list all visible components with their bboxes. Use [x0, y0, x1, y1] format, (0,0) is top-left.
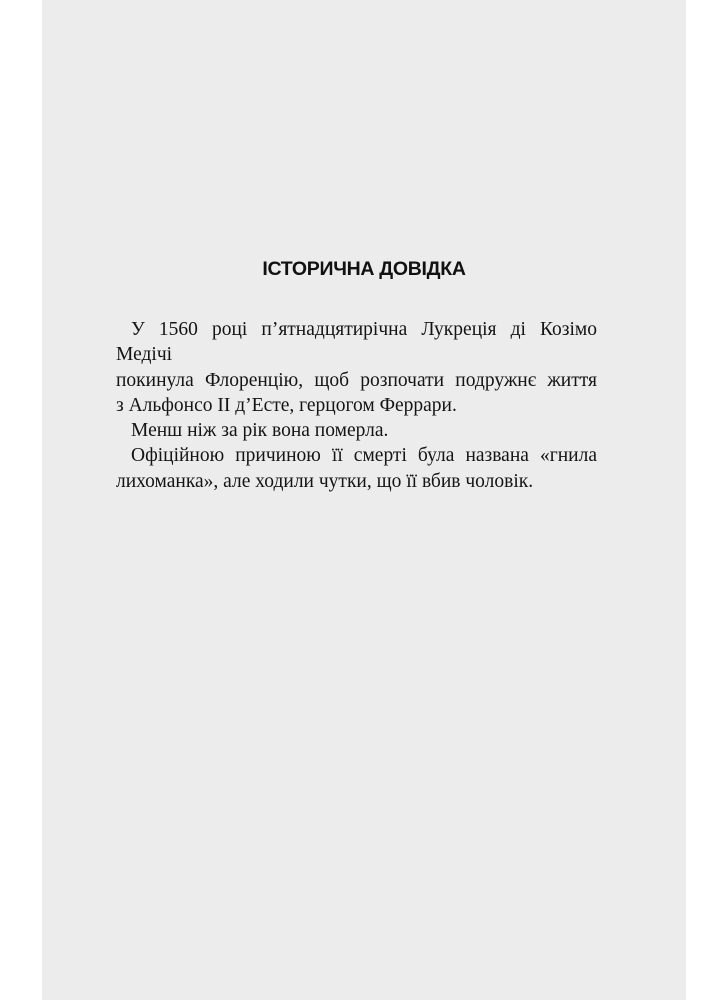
text-line: Офіційною причиною її смерті була названа «гнила [131, 445, 597, 467]
section-heading: ІСТОРИЧНА ДОВІДКА [262, 258, 466, 280]
book-page [42, 0, 686, 1000]
text-line: У 1560 році п’ятнадцятирічна Лукреція ді Козімо Медічі [116, 319, 597, 366]
paragraph-2 [116, 418, 597, 443]
paragraph-1 [116, 317, 597, 418]
paragraph-3 [116, 443, 597, 494]
text-line: лихоманка», але ходили чутки, що її вбив чоловік. [116, 470, 534, 492]
historical-note-body [116, 317, 597, 494]
text-line: покинула Флоренцію, щоб розпочати подружнє життя [116, 369, 597, 391]
text-line: Менш ніж за рік вона померла. [131, 420, 389, 442]
text-line: з Альфонсо II д’Есте, герцогом Феррари. [116, 394, 457, 416]
